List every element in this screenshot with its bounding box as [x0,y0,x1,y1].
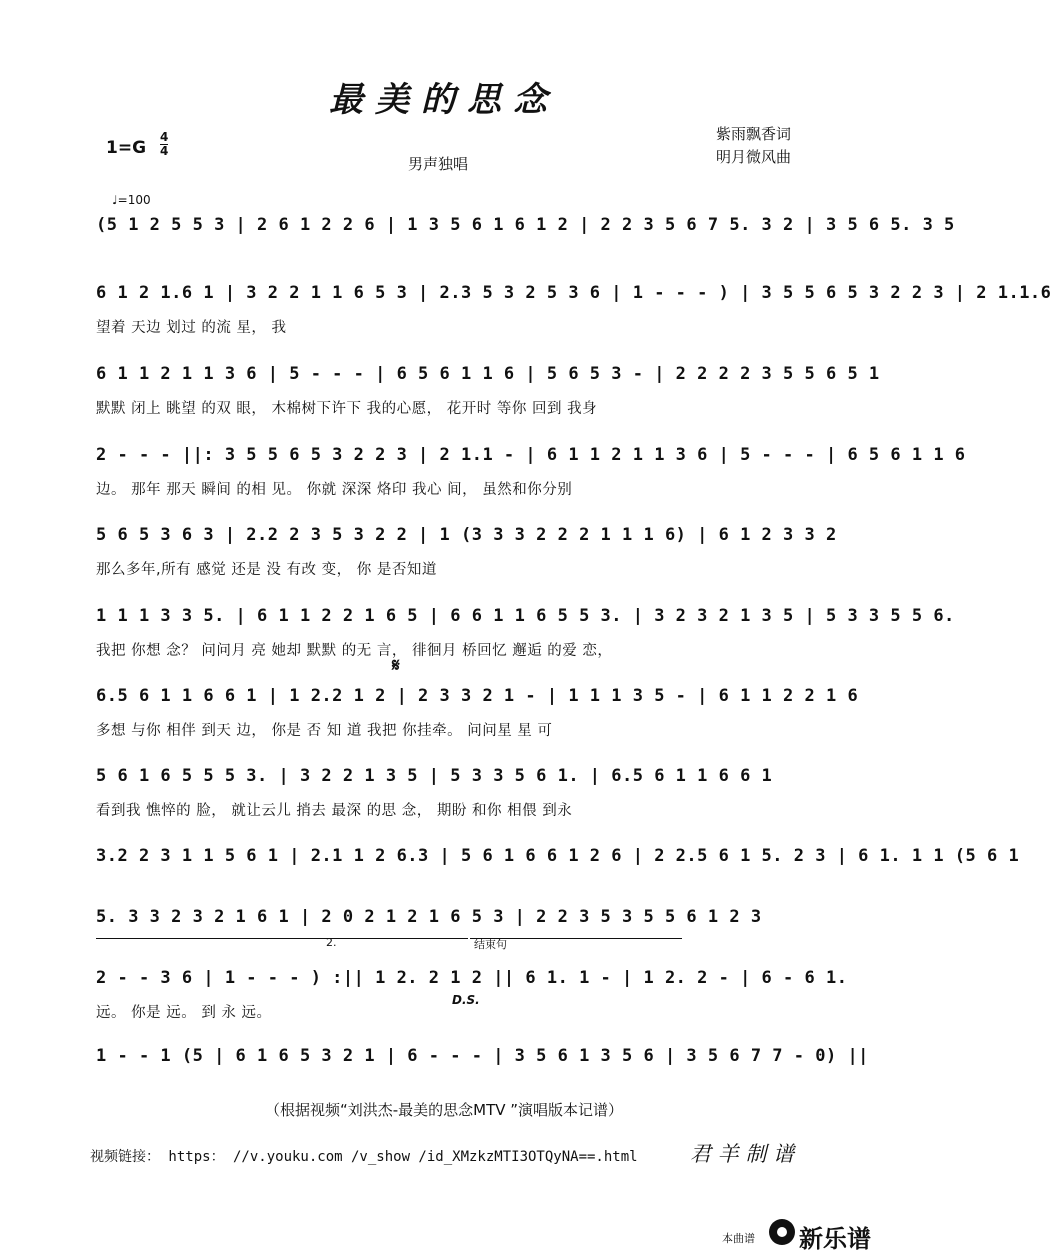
notation-line: 6.5 6 1 1 6 6 1 | 1 2.2 1 2 | 2 3 3 2 1 - | 1 1 1 3 5 - | 6 1 1 2 2 1 6 [96,686,859,706]
watermark-caption: 本曲谱 [722,1232,755,1245]
notation-line: 2 - - - ||: 3 5 5 6 5 3 2 2 3 | 2 1.1 - | 6 1 1 2 1 1 3 6 | 5 - - - | 6 5 6 1 1 6 [96,445,966,465]
notation-line: 2 - - 3 6 | 1 - - - ) :|| 1 2. 2 1 2 || 6 1. 1 - | 1 2. 2 - | 6 - 6 1. [96,968,848,988]
volta-bracket-1 [96,938,318,939]
performance-type: 男声独唱 [408,155,469,173]
notation-line: 3.2 2 3 1 1 5 6 1 | 2.1 1 2 6.3 | 5 6 1 6 6 1 2 6 | 2 2.5 6 1 5. 2 3 | 6 1. 1 1 (5 6 1 [96,846,1020,866]
lyric-line: 那么多年,所有 感觉 还是 没 有改 变， 你 是否知道 [96,562,437,578]
lyric-line: 我把 你想 念？ 问问月 亮 她却 默默 的无 言， 徘徊月 桥回忆 邂逅 的爱 恋， [96,643,613,659]
notation-line: 5 6 1 6 5 5 5 3. | 3 2 2 1 3 5 | 5 3 3 5 6 1. | 6.5 6 1 1 6 6 1 [96,766,773,786]
volta-bracket-2 [318,938,468,939]
transcriber-signature: 君 羊 制 谱 [690,1142,795,1166]
notation-line: 5 6 5 3 6 3 | 2.2 2 3 5 3 2 2 | 1 (3 3 3 2 2 2 1 1 1 6) | 6 1 2 3 3 2 [96,525,837,545]
time-signature [160,131,168,158]
lyricist-credit: 紫雨飘香词 [716,125,792,143]
record-logo-icon [769,1219,795,1245]
volta-ending-phrase: 结束句 [474,938,507,951]
lyric-line: 边。 那年 那天 瞬间 的相 见。 你就 深深 烙印 我心 间， 虽然和你分别 [96,482,573,498]
watermark-brand: 新乐谱 [799,1225,871,1253]
time-signature-bottom: 4 [160,144,169,158]
score-title: 最美的思念 [329,80,559,120]
notation-line: 5. 3 3 2 3 2 1 6 1 | 2 0 2 1 2 1 6 5 3 | 2 2 3 5 3 5 5 6 1 2 3 [96,907,762,927]
segno-sign: 𝄋 [392,655,400,676]
composer-credit: 明月微风曲 [716,148,792,166]
notation-line: (5 1 2 5 5 3 | 2 6 1 2 2 6 | 1 3 5 6 1 6 1 2 | 2 2 3 5 6 7 5. 3 2 | 3 5 6 5. 3 5 [96,215,955,235]
lyric-line: 望着 天边 划过 的流 星， 我 [96,320,287,336]
notation-line: 1 1 1 3 3 5. | 6 1 1 2 2 1 6 5 | 6 6 1 1 6 5 5 3. | 3 2 3 2 1 3 5 | 5 3 3 5 5 6. [96,606,955,626]
volta-second-ending: 2. [326,936,337,949]
notation-line: 6 1 1 2 1 1 3 6 | 5 - - - | 6 5 6 1 1 6 | 5 6 5 3 - | 2 2 2 2 3 5 5 6 5 1 [96,364,880,384]
tempo-marking: ♩=100 [112,193,151,207]
notation-line: 1 - - 1 (5 | 6 1 6 5 3 2 1 | 6 - - - | 3 5 6 1 3 5 6 | 3 5 6 7 7 - 0) || [96,1046,869,1066]
volta-bracket-end [470,938,682,939]
transcription-note: （根据视频“刘洪杰-最美的思念MTV ”演唱版本记谱） [264,1101,624,1119]
lyric-line: 远。 你是 远。 到 永 远。 [96,1005,272,1021]
notation-line: 6 1 2 1.6 1 | 3 2 2 1 1 6 5 3 | 2.3 5 3 2 5 3 6 | 1 - - - ) | 3 5 5 6 5 3 2 2 3 | 2 1.1.6 [96,283,1051,303]
lyric-line: 看到我 憔悴的 脸， 就让云儿 捎去 最深 的思 念， 期盼 和你 相偎 到永 [96,803,573,819]
key-signature: 1=G [106,138,147,158]
dal-segno-marking: D.S. [452,993,480,1007]
lyric-line: 多想 与你 相伴 到天 边， 你是 否 知 道 我把 你挂牵。 问问星 星 可 [96,723,553,739]
video-link: 视频链接： https： //v.youku.com /v_show /id_XMzkzMTI3OTQyNA==.html [90,1149,638,1165]
lyric-line: 默默 闭上 眺望 的双 眼， 木棉树下许下 我的心愿， 花开时 等你 回到 我身 [96,401,598,417]
time-signature-top: 4 [160,130,169,144]
